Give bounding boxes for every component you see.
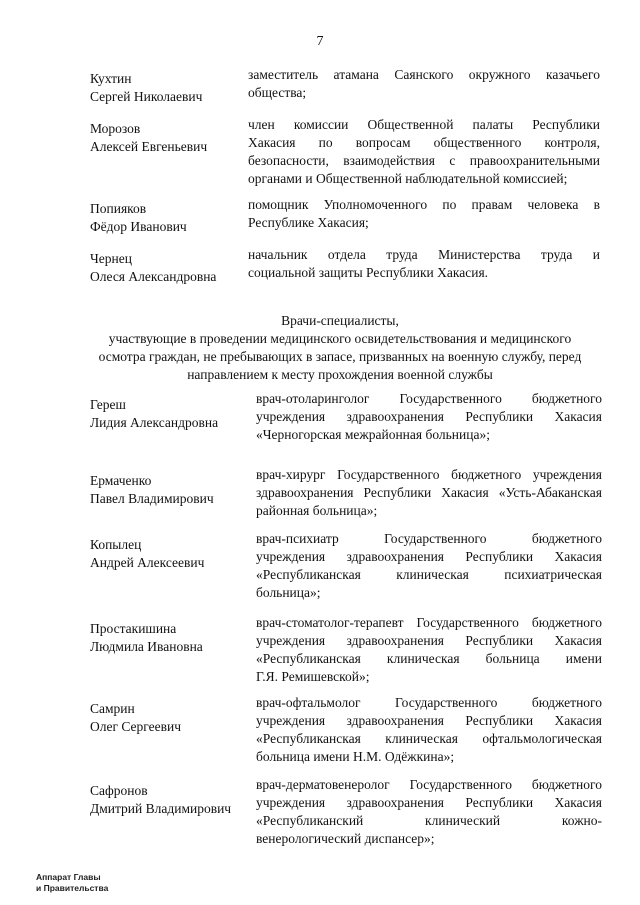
person-name: Ермаченко Павел Владимирович <box>90 473 214 506</box>
person-position: врач-психиатр Государственного бюджетного учреждения здравоохранения Республики Хакасия «Республиканская клиническая психиатрическая больница»; <box>256 531 602 600</box>
person-position: врач-хирург Государственного бюджетного учреждения здравоохранения Республики Хакасия «Усть-Абаканская районная больница»; <box>256 467 602 518</box>
person-position: врач-отоларинголог Государственного бюджетного учреждения здравоохранения Республики Хакасия «Черногорская межрайонная больница»; <box>256 391 602 442</box>
person-name: Попияков Фёдор Иванович <box>90 201 187 234</box>
section-heading: Врачи-специалисты, участвующие в проведении медицинского освидетельствования и медицинского осмотра граждан, не пребывающих в запасе, призванных на военную службу, перед направлением к месту прохождения военной службы <box>98 313 582 382</box>
person-position: помощник Уполномоченного по правам человека в Республике Хакасия; <box>248 197 600 230</box>
person-name: Кухтин Сергей Николаевич <box>90 71 203 104</box>
person-name: Самрин Олег Сергеевич <box>90 701 182 734</box>
person-position: врач-стоматолог-терапевт Государственного бюджетного учреждения здравоохранения Республики Хакасия «Республиканская клиническая больница имени Г.Я. Ремишевской»; <box>256 615 602 684</box>
office-stamp: Аппарат Главы и Правительства <box>36 872 109 893</box>
person-name: Морозов Алексей Евгеньевич <box>90 121 208 154</box>
person-name: Копылец Андрей Алексеевич <box>90 537 205 570</box>
person-position: врач-офтальмолог Государственного бюджетного учреждения здравоохранения Республики Хакасия «Республиканская клиническая офтальмологическая больница имени Н.М. Одёжкина»; <box>256 695 602 764</box>
person-position: врач-дерматовенеролог Государственного бюджетного учреждения здравоохранения Республики Хакасия «Республиканский клинический кожно- венерологический диспансер»; <box>256 777 602 846</box>
person-name: Гереш Лидия Александровна <box>90 397 219 430</box>
person-position: член комиссии Общественной палаты Республики Хакасия по вопросам общественного контроля, безопасности, взаимодействия с правоохранительными органами и Общественной наблюдательной комиссией; <box>248 117 600 186</box>
person-name: Сафронов Дмитрий Владимирович <box>90 783 232 816</box>
person-name: Чернец Олеся Александровна <box>90 251 217 284</box>
person-position: заместитель атамана Саянского окружного казачьего общества; <box>248 67 600 100</box>
person-position: начальник отдела труда Министерства труда и социальной защиты Республики Хакасия. <box>248 247 600 280</box>
page-number: 7 <box>316 34 324 49</box>
person-name: Простакишина Людмила Ивановна <box>90 621 203 654</box>
